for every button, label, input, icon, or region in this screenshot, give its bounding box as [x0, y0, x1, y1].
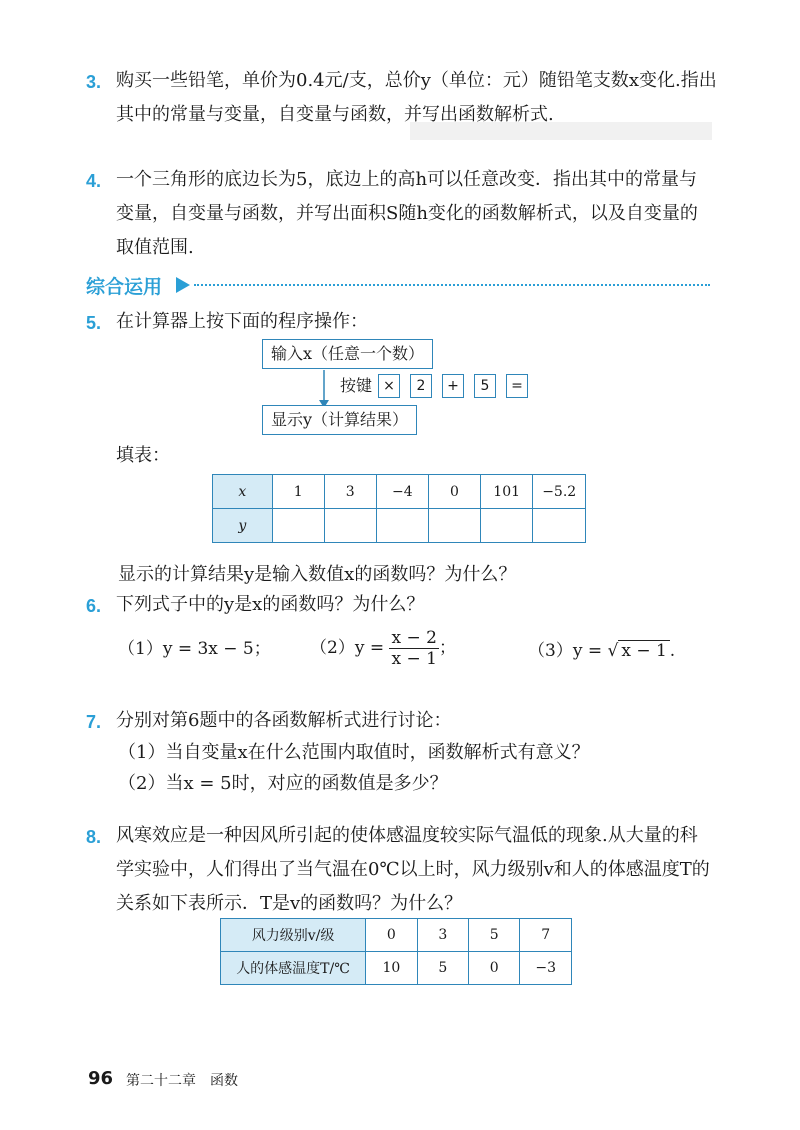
- table-cell-empty: [324, 509, 376, 543]
- table-cell: 5: [417, 952, 468, 985]
- formula-2-fraction: [389, 628, 438, 669]
- table-cell: 7: [520, 919, 572, 952]
- table-cell-empty: [428, 509, 480, 543]
- flow-output-box: 显示y（计算结果）: [262, 405, 417, 435]
- page-number: 96: [88, 1068, 114, 1089]
- calc-table-row-y: [213, 509, 586, 543]
- table-cell-empty: [480, 509, 532, 543]
- key-2: 2: [410, 374, 432, 398]
- problem-4-line-2: 变量，自变量与函数，并写出面积S随h变化的函数解析式，以及自变量的: [116, 203, 698, 224]
- problem-3-line-2: 其中的常量与变量，自变量与函数，并写出函数解析式.: [116, 104, 554, 125]
- table-cell-header: y: [213, 509, 273, 543]
- table-cell: −3: [520, 952, 572, 985]
- problem-8-line-1: 风寒效应是一种因风所引起的使体感温度较实际气温低的现象.从大量的科: [116, 825, 698, 846]
- formula-3-prefix: （3）y =: [528, 641, 603, 661]
- problem-7-intro: 分别对第6题中的各函数解析式进行讨论：: [116, 710, 452, 731]
- problem-5-intro: 在计算器上按下面的程序操作：: [116, 311, 368, 332]
- sqrt-sign-icon: √: [607, 641, 619, 661]
- problem-8-line-2: 学实验中，人们得出了当气温在0℃以上时，风力级别v和人的体感温度T的: [116, 859, 710, 880]
- wind-chill-table: [220, 918, 572, 985]
- table-cell: 5: [469, 919, 520, 952]
- fill-table-label: 填表：: [116, 445, 170, 466]
- section-divider: [194, 284, 710, 286]
- table-cell: −5.2: [533, 475, 586, 509]
- wind-table-row-v: [221, 919, 572, 952]
- formula-3-suffix: .: [669, 641, 676, 661]
- problem-3-number: 3.: [86, 72, 102, 92]
- key-multiply: ×: [378, 374, 400, 398]
- formula-2-suffix: ；: [438, 638, 456, 658]
- table-cell-header: 风力级别v/级: [221, 919, 366, 952]
- calc-table: [212, 474, 586, 543]
- problem-6-number: 6.: [86, 596, 102, 616]
- table-cell: 101: [480, 475, 532, 509]
- key-equals: =: [506, 374, 528, 398]
- problem-4-line-1: 一个三角形的底边长为5，底边上的高h可以任意改变．指出其中的常量与: [116, 169, 698, 190]
- table-cell: 3: [417, 919, 468, 952]
- table-cell-header: x: [213, 475, 273, 509]
- press-label: 按键: [340, 376, 373, 395]
- formula-3: [528, 636, 675, 661]
- wind-table-row-t: [221, 952, 572, 985]
- problem-7-q1: （1）当自变量x在什么范围内取值时，函数解析式有意义？: [118, 742, 590, 763]
- problem-4-line-3: 取值范围.: [116, 237, 194, 258]
- fraction-denominator: x − 1: [391, 649, 437, 669]
- table-cell-empty: [533, 509, 586, 543]
- play-triangle-icon: [176, 277, 190, 293]
- table-cell-empty: [272, 509, 324, 543]
- table-cell-header: 人的体感温度T/℃: [221, 952, 366, 985]
- problem-7-q2: （2）当x = 5时，对应的函数值是多少？: [118, 773, 448, 794]
- formula-2: [310, 628, 456, 669]
- problem-3-line-1: 购买一些铅笔，单价为0.4元/支，总价y（单位：元）随铅笔支数x变化.指出: [116, 70, 717, 91]
- problem-8-text: [116, 819, 716, 921]
- table-cell: 10: [366, 952, 418, 985]
- problem-5-question: 显示的计算结果y是输入数值x的函数吗？为什么？: [118, 564, 517, 585]
- sqrt-radicand: x − 1: [618, 640, 669, 661]
- problem-4-number: 4.: [86, 171, 102, 191]
- problem-4-text: [116, 163, 716, 265]
- key-plus: +: [442, 374, 464, 398]
- table-cell: 1: [272, 475, 324, 509]
- table-cell-empty: [376, 509, 428, 543]
- fraction-numerator: x − 2: [391, 628, 437, 648]
- key-5: 5: [474, 374, 496, 398]
- table-cell: 0: [469, 952, 520, 985]
- formula-1: （1）y = 3x − 5；: [118, 639, 271, 659]
- problem-8-line-3: 关系如下表所示．T是v的函数吗？为什么？: [116, 893, 463, 914]
- problem-3-text: [116, 64, 716, 132]
- section-title: 综合运用: [86, 277, 163, 298]
- flow-input-box: 输入x（任意一个数）: [262, 339, 433, 369]
- flow-arrow: [314, 370, 334, 410]
- chapter-title: 第二十二章 函数: [126, 1073, 238, 1089]
- formula-2-prefix: （2）y =: [310, 638, 385, 658]
- table-cell: 0: [366, 919, 418, 952]
- table-cell: 0: [428, 475, 480, 509]
- problem-5-number: 5.: [86, 313, 102, 333]
- table-cell: 3: [324, 475, 376, 509]
- problem-8-number: 8.: [86, 827, 102, 847]
- problem-7-number: 7.: [86, 712, 102, 732]
- table-cell: −4: [376, 475, 428, 509]
- calc-table-row-x: [213, 475, 586, 509]
- problem-6-intro: 下列式子中的y是x的函数吗？为什么？: [116, 594, 425, 615]
